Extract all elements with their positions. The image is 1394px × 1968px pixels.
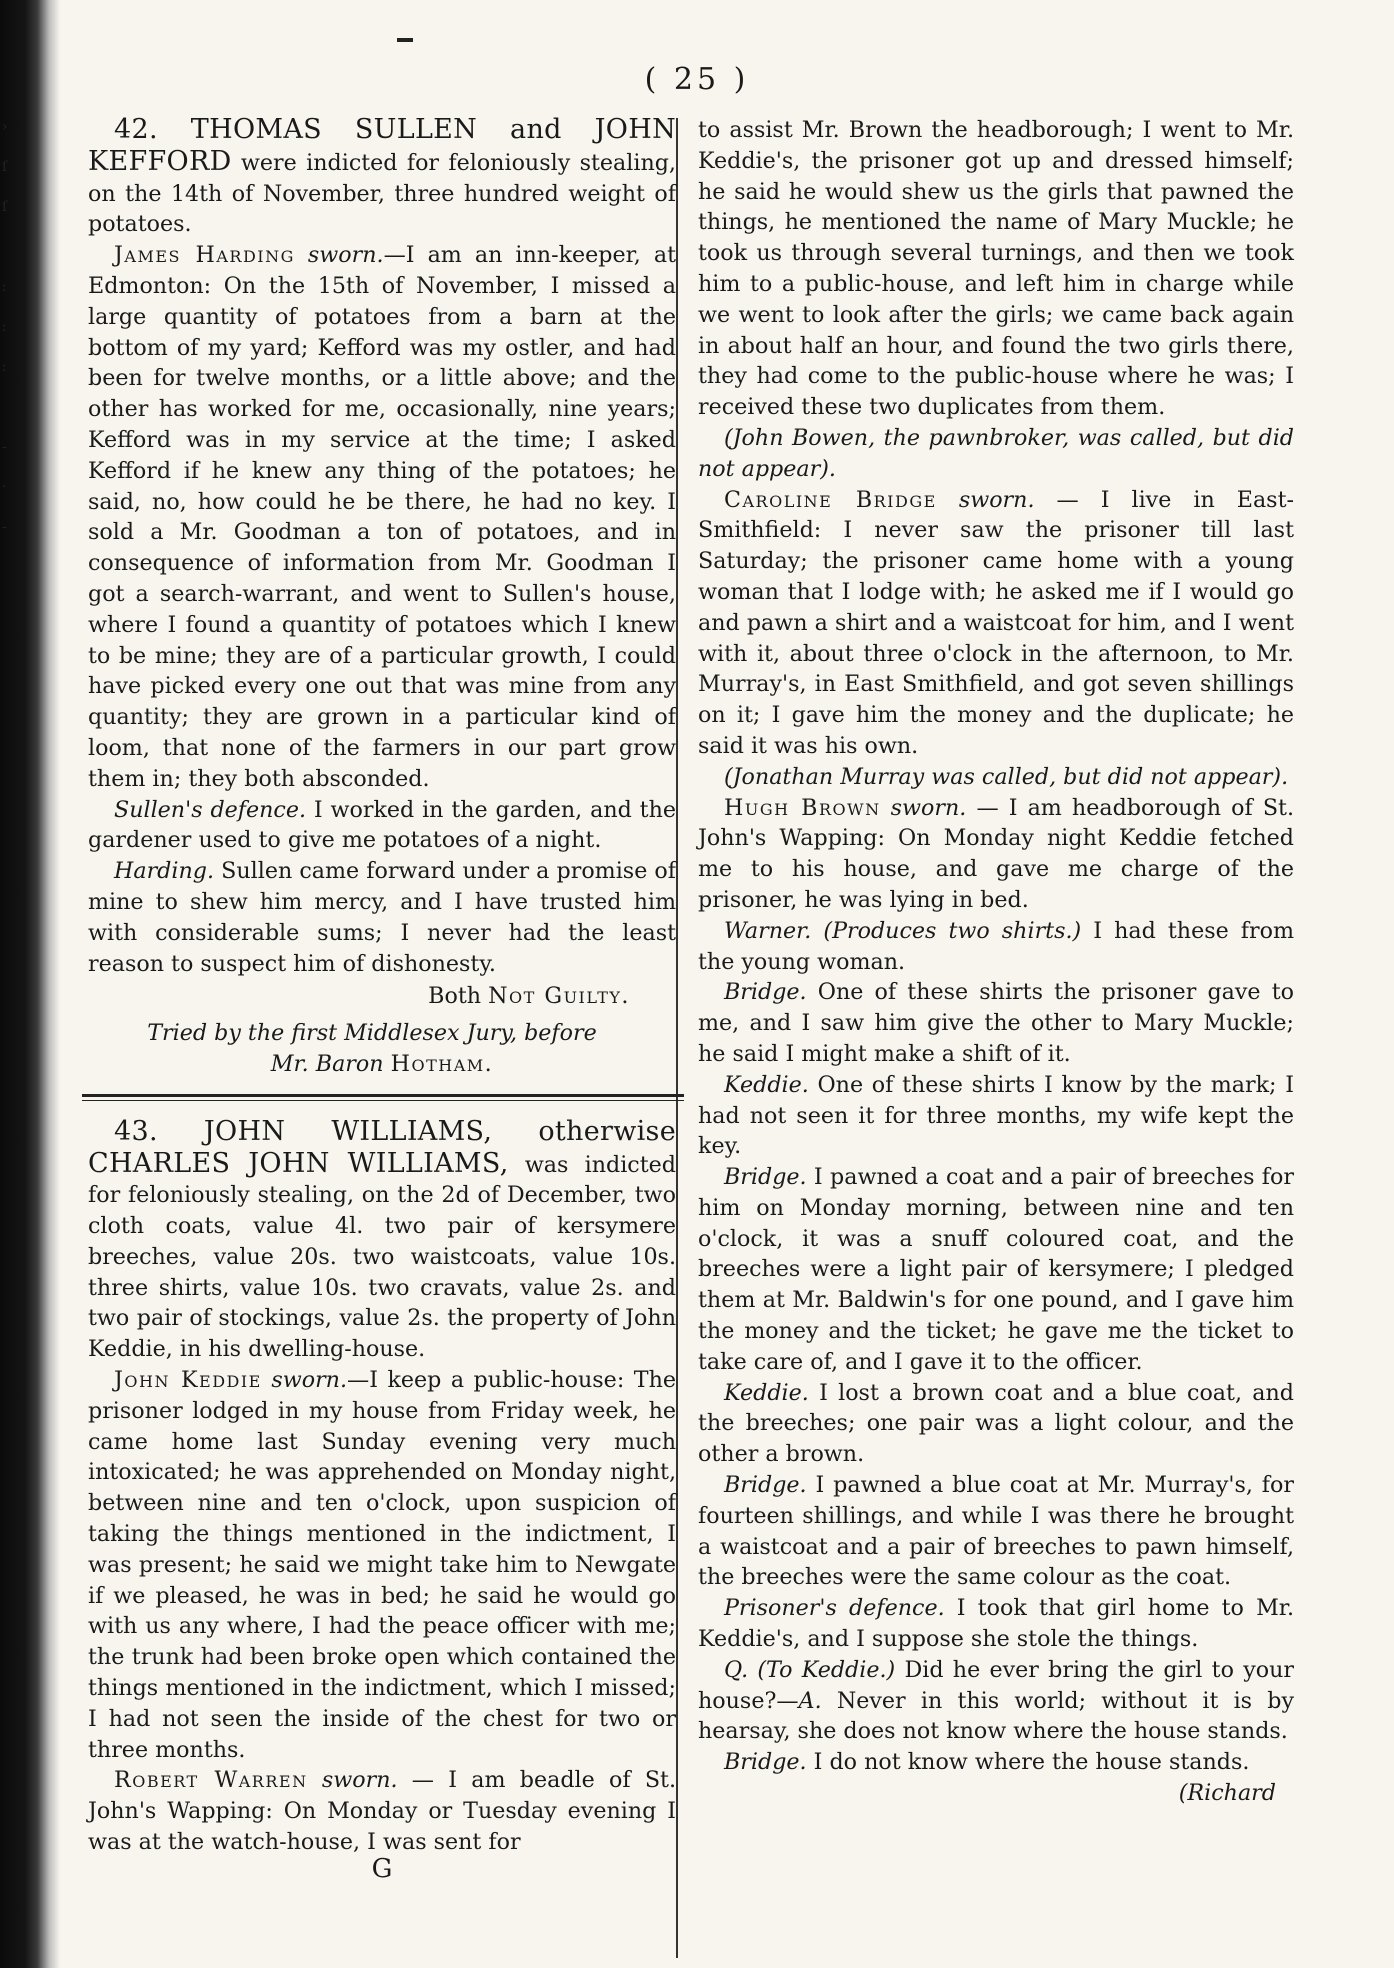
harding-testimony: James Harding sworn.—I am an inn-keeper, at Edmonton: On the 15th of November, I missed a large quantity of potatoes from a barn at the bottom of my yard; Kefford was my ostler, and had been for twelve months, or a little above; and the other has worked for me, occasionally, nine years; Kefford was in my service at the time; I asked Kefford if he knew any thing of the potatoes; he said, no, how could he be there, he had no key. I sold a Mr. Goodman a ton of potatoes, and in consequence of information from Mr. Goodman I got a search-warrant, and went to Sullen's house, where I found a quantity of potatoes which I knew to be mine; they are of a particular growth, I could have picked every one out that was mine from any quantity; they are grown in a particular kind of loom, that none of the farmers in our part grow them in; they both absconded. (88, 242, 676, 792)
case-42-heading: 42. THOMAS SULLEN and JOHN KEFFORD were indicted for feloniously stealing, on the 14th of November, three hundred weight of potatoes. (88, 114, 676, 238)
left-column (88, 115, 676, 1885)
page-number: ( 25 ) (644, 62, 750, 97)
warren-testimony: Robert Warren sworn. — I am beadle of St. John's Wapping: On Monday or Tuesday evening I was at the watch-house, I was sent for (88, 1767, 677, 1856)
catchword: (Richard (1178, 1780, 1276, 1807)
sullen-defence: Sullen's defence. I worked in the garden, and the gardener used to give me potatoes of a night. (88, 796, 676, 854)
question-answer: Q. (To Keddie.) Did he ever bring the girl to your house?—A. Never in this world; without it is by hearsay, she does not know where the house stands. (698, 1656, 1294, 1745)
bridge-statement-2: Bridge. I pawned a coat and a pair of breeches for him on Monday morning, between nine and ten o'clock, it was a snuff coloured coat, and the breeches were a light pair of kersymere; I pledged them at Mr. Baldwin's for one pound, and I gave him the money and the ticket; he gave me the ticket to take care of, and I gave it to the officer. (698, 1164, 1294, 1375)
trial-judge: Mr. Baron Hotham. (270, 1050, 494, 1077)
bridge-testimony: Caroline Bridge sworn. — I live in East-Smithfield: I never saw the prisoner till last Saturday; the prisoner came home with a young woman that I lodge with; he asked me if I would go and pawn a shirt and a waistcoat for him, and I went with it, about three o'clock in the afternoon, to Mr. Murray's, in East Smithfield, and got seven shillings on it; I gave him the money and the duplicate; he said it was his own. (698, 486, 1294, 759)
bowen-note: (John Bowen, the pawnbroker, was called, but did not appear). (698, 424, 1294, 482)
bridge-statement-4: Bridge. I do not know where the house stands. (724, 1749, 1250, 1776)
murray-note: (Jonathan Murray was called, but did not appear). (724, 763, 1289, 790)
keddie-statement-1: Keddie. One of these shirts I know by the mark; I had not seen it for three months, my wife kept the key. (698, 1071, 1294, 1160)
brown-testimony: Hugh Brown sworn. — I am headborough of St. John's Wapping: On Monday night Keddie fetched me to his house, and gave me charge of the prisoner, he was lying in bed. (698, 794, 1294, 913)
gutter-marks: › ſ ſ : : : - · - (2, 119, 8, 535)
warner-statement: Warner. (Produces two shirts.) I had these from the young woman. (698, 917, 1294, 975)
column-rule (676, 118, 678, 1958)
keddie-statement-2: Keddie. I lost a brown coat and a blue coat, and the breeches; one pair was a light colour, and the other a brown. (698, 1379, 1294, 1468)
case-43-heading: 43. JOHN WILLIAMS, otherwise CHARLES JOHN WILLIAMS, was indicted for feloniously stealing, on the 2d of December, two cloth coats, value 4l. two pair of kersymere breeches, value 20s. two waistcoats, value 10s. three shirts, value 10s. two cravats, value 2s. and two pair of stockings, value 2s. the property of John Keddie, in his dwelling-house. (88, 1115, 676, 1363)
verdict: Both Not Guilty. (428, 983, 630, 1010)
signature-mark: G (371, 1853, 393, 1884)
warren-continued: to assist Mr. Brown the headborough; I went to Mr. Keddie's, the prisoner got up and dressed himself; he said he would shew us the girls that pawned the things, he mentioned the name of Mary Muckle; he took us through several turnings, and then we took him to a public-house, and left him in charge while we went to look after the girls; we came back again in about half an hour, and found the two girls there, they had come to the public-house where he was; I received these two duplicates from them. (698, 117, 1294, 421)
prisoner-defence: Prisoner's defence. I took that girl home to Mr. Keddie's, and I suppose she stole the things. (698, 1595, 1295, 1653)
section-rule (82, 1094, 684, 1101)
harding-reply: Harding. Sullen came forward under a promise of mine to shew him mercy, and I have trusted him with considerable sums; I never had the least reason to suspect him of dishonesty. (88, 858, 676, 977)
top-mark (397, 38, 413, 42)
right-column (698, 115, 1294, 1809)
trial-line: Tried by the first Middlesex Jury, before (147, 1020, 597, 1047)
bridge-statement-1: Bridge. One of these shirts the prisoner gave to me, and I saw him give the other to Mary Muckle; he said I might make a shift of it. (698, 979, 1294, 1067)
keddie-testimony: John Keddie sworn.—I keep a public-house: The prisoner lodged in my house from Friday week, he came home last Sunday evening very much intoxicated; he was apprehended on Monday night, between nine and ten o'clock, upon suspicion of taking the things mentioned in the indictment, I was present; he said we might take him to Newgate if we pleased, he was in bed; he said he would go with us any where, I had the peace officer with me; the trunk had been broke open which contained the things mentioned in the indictment, which I missed; I had not seen the inside of the chest for two or three months. (88, 1367, 676, 1763)
bridge-statement-3: Bridge. I pawned a blue coat at Mr. Murray's, for fourteen shillings, and while I was there he brought a waistcoat and a pair of breeches to pawn himself, the breeches were the same colour as the coat. (698, 1472, 1294, 1591)
